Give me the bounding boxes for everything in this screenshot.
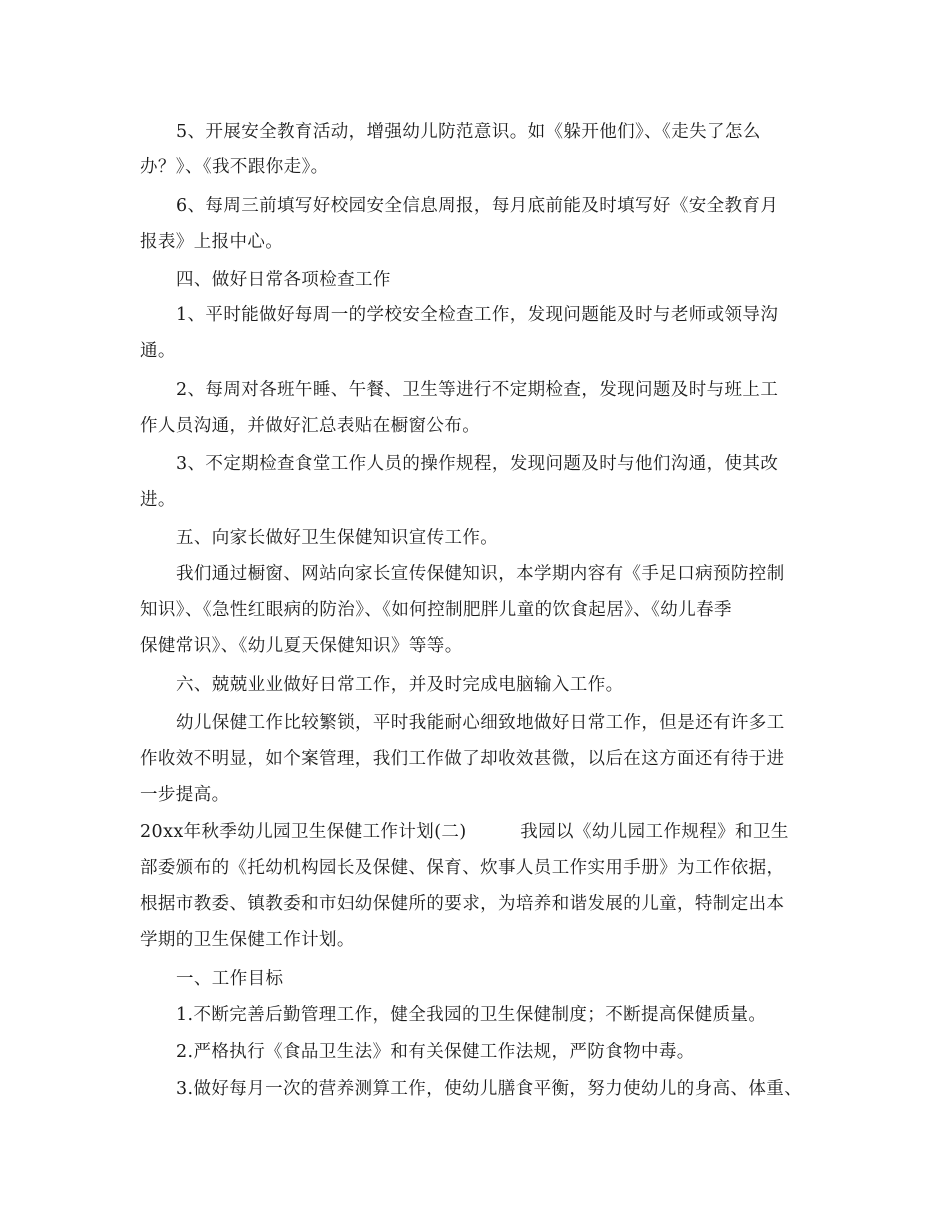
text-line: 作人员沟通，并做好汇总表贴在橱窗公布。	[140, 416, 481, 436]
text-line: 1.不断完善后勤管理工作，健全我园的卫生保健制度；不断提高保健质量。	[176, 1005, 767, 1025]
text-line: 一步提高。	[140, 785, 230, 805]
section-heading: 六、兢兢业业做好日常工作，并及时完成电脑输入工作。	[176, 675, 624, 695]
text-line: 办？》、《我不跟你走》。	[140, 157, 329, 177]
section-heading: 四、做好日常各项检查工作	[176, 270, 391, 290]
text-line: 3、不定期检查食堂工作人员的操作规程，发现问题及时与他们沟通，使其改	[176, 454, 779, 474]
text-line: 20xx年秋季幼儿园卫生保健工作计划(二) 我园以《幼儿园工作规程》和卫生	[140, 822, 789, 842]
text-line: 3.做好每月一次的营养测算工作，使幼儿膳食平衡，努力使幼儿的身高、体重、	[176, 1079, 803, 1099]
text-line: 1、平时能做好每周一的学校安全检查工作，发现问题能及时与老师或领导沟	[176, 305, 779, 325]
text-line: 我们通过橱窗、网站向家长宣传保健知识，本学期内容有《手足口病预防控制	[176, 564, 785, 584]
text-line: 报表》上报中心。	[140, 232, 284, 252]
section-heading: 一、工作目标	[176, 969, 284, 989]
text-line: 5、开展安全教育活动，增强幼儿防范意识。如《躲开他们》、《走失了怎么	[176, 122, 761, 142]
text-line: 保健常识》、《幼儿夏天保健知识》等等。	[140, 636, 463, 656]
text-line: 2、每周对各班午睡、午餐、卫生等进行不定期检查，发现问题及时与班上工	[176, 380, 779, 400]
text-line: 6、每周三前填写好校园安全信息周报，每月底前能及时填写好《安全教育月	[176, 196, 779, 216]
text-line: 作收效不明显，如个案管理，我们工作做了却收效甚微，以后在这方面还有待于进	[140, 749, 785, 769]
text-line: 知识》、《急性红眼病的防治》、《如何控制肥胖儿童的饮食起居》、《幼儿春季	[140, 600, 732, 620]
text-line: 根据市教委、镇教委和市妇幼保健所的要求，为培养和谐发展的儿童，特制定出本	[140, 894, 785, 914]
text-line: 进。	[140, 490, 176, 510]
text-line: 通。	[140, 341, 176, 361]
text-line: 幼儿保健工作比较繁锁，平时我能耐心细致地做好日常工作，但是还有许多工	[176, 713, 785, 733]
text-line: 2.严格执行《食品卫生法》和有关保健工作法规，严防食物中毒。	[176, 1042, 695, 1062]
section-heading: 五、向家长做好卫生保健知识宣传工作。	[176, 528, 499, 548]
text-line: 学期的卫生保健工作计划。	[140, 930, 355, 950]
text-line: 部委颁布的《托幼机构园长及保健、保育、炊事人员工作实用手册》为工作依据，	[140, 858, 785, 878]
